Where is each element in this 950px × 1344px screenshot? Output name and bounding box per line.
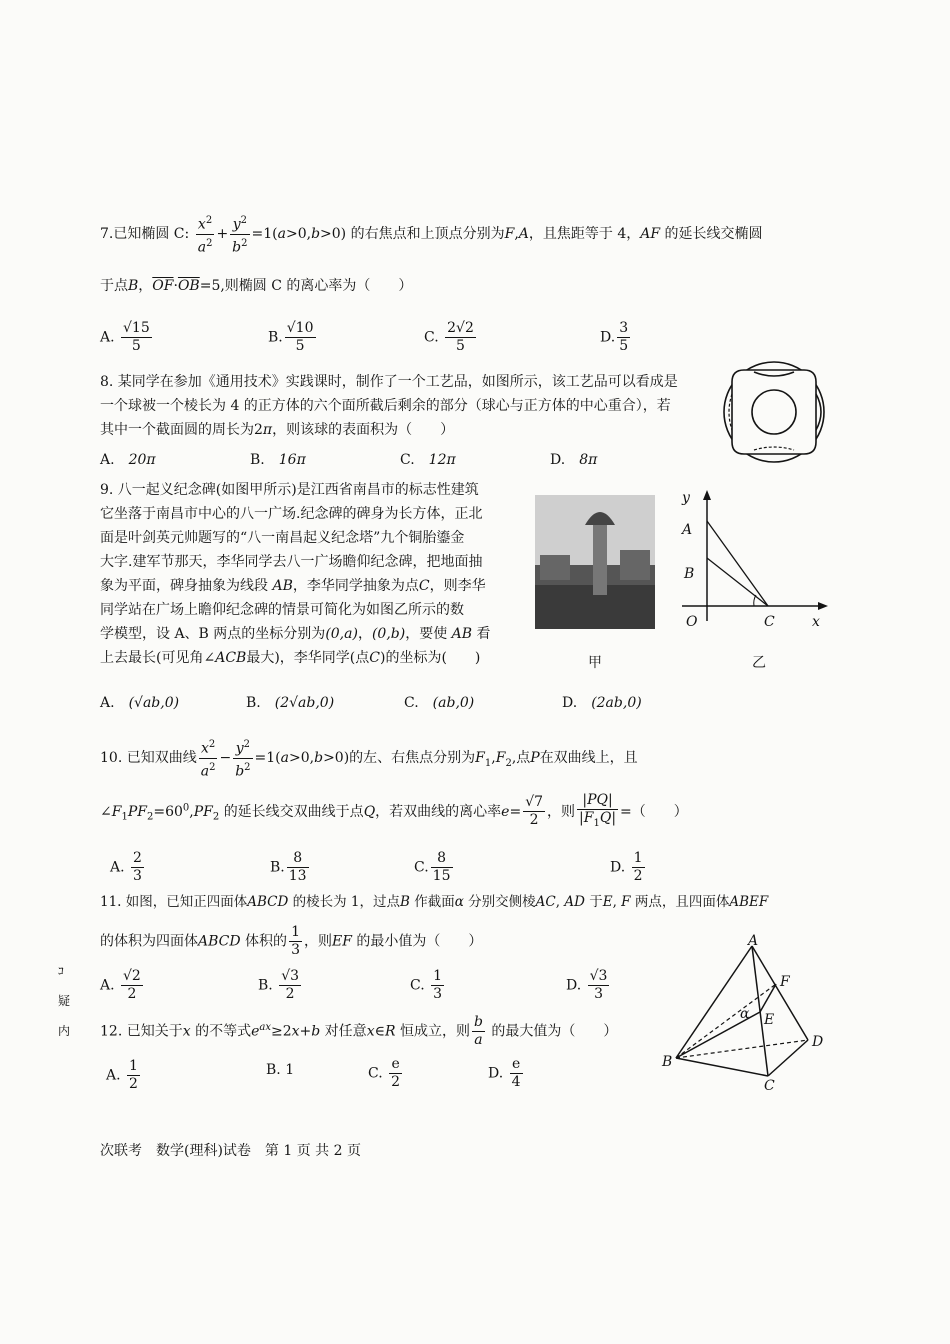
q8-text3a: 其中一个截面圆的周长为 <box>100 422 254 438</box>
q9-label-c: C <box>764 614 775 630</box>
q11-tetrahedron-figure <box>656 934 832 1094</box>
q10-option-d[interactable]: D. $\frac{1}{2}$ <box>610 850 643 884</box>
q9-figure-yi-label: 乙 <box>752 655 766 671</box>
q7-line2a: 于点 <box>100 278 128 294</box>
question-11: 11. 如图，已知正四面体ABCD 的棱长为 1，过点B 作截面α 分别交侧棱AC, AD 于E, F 两点，且四面体ABEF <box>100 894 769 910</box>
q11-label-a: A <box>748 934 759 949</box>
q7-tail2: 的延长线交椭圆 <box>660 226 763 243</box>
q11-label-alpha: α <box>740 1006 750 1022</box>
q9-option-d[interactable]: D. (2ab,0) <box>562 695 642 711</box>
page-footer: 次联考 数学(理科)试卷 第 1 页 共 2 页 <box>100 1143 361 1159</box>
question-10: 10. 已知双曲线 $\frac{x^2}{a^2}$ − $\frac{y^2}{b^2}$ =1(a>0,b>0)的左、右焦点分别为$F_1,F_2$,点P在双曲线上，且 <box>100 736 840 780</box>
q10-option-a[interactable]: A. $\frac{2}{3}$ <box>110 850 142 884</box>
q9-option-a[interactable]: A. (√ab,0) <box>100 695 180 711</box>
question-12: 12. 已知关于x 的不等式$e^{ax}\ge 2x+b$ 对任意x∈R 恒成立，则 $\frac{b}{a}$ 的最大值为（ ） <box>100 1014 618 1048</box>
q9-label-b: B <box>684 566 695 582</box>
margin-mark-1: ｺ <box>58 964 65 978</box>
q9-l6: 同学站在广场上瞻仰纪念碑的情景可简化为如图乙所示的数 <box>100 602 464 618</box>
question-8: 8. 某同学在参加《通用技术》实践课时，制作了一个工艺品，如图所示，该工艺品可以看成是 一个球被一个棱长为 4 的正方体的六个面所截后剩余的部分（球心与正方体的中心重合），若 其中一个截面圆的周长为2π，则该球的表面积为（ ） <box>100 370 720 442</box>
q9-option-c[interactable]: C. (ab,0) <box>404 695 475 711</box>
q11-option-a[interactable]: A. $\frac{√2}{2}$ <box>100 968 141 1002</box>
q7-frac-x: $\frac{x^2}{a^2}$ <box>196 212 215 256</box>
q7-tail: ，且焦距等于 4， <box>528 226 641 243</box>
q11-label-d: D <box>812 1034 824 1050</box>
q10-option-c[interactable]: C. $\frac{8}{15}$ <box>414 850 451 884</box>
question-7: 7.已知椭圆 C: $\frac{x^2}{a^2}$ + $\frac{y^2}{b^2}$ =1(a>0,b>0) 的右焦点和上顶点分别为F,A，且焦距等于 4，AF 的延长线交椭圆 <box>100 212 820 256</box>
q11-option-b[interactable]: B. $\frac{√3}{2}$ <box>258 968 300 1002</box>
q9-l1: 9. 八一起义纪念碑(如图甲所示)是江西省南昌市的标志性建筑 <box>100 482 479 498</box>
q10-lead: 10. 已知双曲线 <box>100 750 197 767</box>
q8-sphere-cube-figure <box>718 360 830 464</box>
q12-option-b[interactable]: B. 1 <box>266 1062 295 1078</box>
question-10-line2: $\angle F_1PF_2=60^0,PF_2$ 的延长线交双曲线于点Q，若双曲线的离心率e= $\frac{√7}{2}$ ，则 $\frac{|PQ|}{|F_1Q|}$ =（ ） <box>100 792 688 829</box>
q11-label-f: F <box>780 974 790 990</box>
q11-option-d[interactable]: D. $\frac{√3}{3}$ <box>566 968 608 1002</box>
q9-figure-jia-label: 甲 <box>588 655 602 671</box>
margin-mark-3: 内 <box>58 1024 71 1038</box>
q9-l2: 它坐落于南昌市中心的八一广场.纪念碑的碑身为长方体，正北 <box>100 506 483 522</box>
q8-option-c[interactable]: C. 12π <box>400 452 456 468</box>
margin-mark-2: 疑 <box>58 994 71 1008</box>
q11-label-c: C <box>764 1078 775 1094</box>
question-11-line2: 的体积为四面体ABCD 体积的 $\frac{1}{3}$ ，则EF 的最小值为（ ） <box>100 924 483 958</box>
q9-l3: 面是叶剑英元帅题写的“八一南昌起义纪念塔”九个铜胎鎏金 <box>100 530 465 546</box>
q7-line2b: ,则椭圆 C 的离心率为（ ） <box>220 278 413 294</box>
q11-label-b: B <box>662 1054 673 1070</box>
q7-option-a[interactable]: A. $\frac{√15}{5}$ <box>100 320 150 354</box>
q12-option-c[interactable]: C. $\frac{e}{2}$ <box>368 1056 401 1090</box>
q7-option-d[interactable]: D. $\frac{3}{5}$ <box>600 320 629 354</box>
q9-label-a: A <box>682 522 693 538</box>
q11-option-c[interactable]: C. $\frac{1}{3}$ <box>410 968 443 1002</box>
q7-lead: 7.已知椭圆 C: <box>100 226 190 243</box>
q9-monument-photo <box>535 495 655 629</box>
q8-text1: 8. 某同学在参加《通用技术》实践课时，制作了一个工艺品，如图所示，该工艺品可以看成是 <box>100 374 678 390</box>
question-9: 9. 八一起义纪念碑(如图甲所示)是江西省南昌市的标志性建筑 它坐落于南昌市中心的八一广场.纪念碑的碑身为长方体，正北 面是叶剑英元帅题写的“八一南昌起义纪念塔”九个铜胎鎏金 大字.建军节那天，李华同学去八一广场瞻仰纪念碑，把地面抽 象为平面，碑身抽象为线段 AB，李华同学抽象为点C，则李华 同学站在广场上瞻仰纪念碑的情景可简化为如图乙所示的数 学模型，设 A、B 两点的坐标分别为(0,a)，(0,b)，要使 AB 看 上去最长(可见角∠ACB最大)，李华同学(点C)的坐标为( ) <box>100 478 520 670</box>
q9-label-y: y <box>682 490 690 506</box>
q7-mid: 的右焦点和上顶点分别为 <box>346 226 505 243</box>
q7-frac-y: $\frac{y^2}{b^2}$ <box>230 212 249 256</box>
q9-l4: 大字.建军节那天，李华同学去八一广场瞻仰纪念碑，把地面抽 <box>100 554 483 570</box>
q11-label-e: E <box>764 1012 775 1028</box>
q8-text2: 一个球被一个棱长为 4 的正方体的六个面所截后剩余的部分（球心与正方体的中心重合），若 <box>100 398 671 414</box>
q8-option-a[interactable]: A. 20π <box>100 452 156 468</box>
q8-option-d[interactable]: D. 8π <box>550 452 598 468</box>
question-7-line2: 于点B，$\overline{OF}\cdot\overline{OB}=5$,则椭圆 C 的离心率为（ ） <box>100 278 413 294</box>
q8-option-b[interactable]: B. 16π <box>250 452 306 468</box>
q9-label-x: x <box>812 614 820 630</box>
q7-option-c[interactable]: C. $\frac{2√2}{5}$ <box>424 320 474 354</box>
q12-option-a[interactable]: A. $\frac{1}{2}$ <box>106 1058 138 1092</box>
q9-label-o: O <box>686 614 698 630</box>
q7-option-b[interactable]: B. $\frac{√10}{5}$ <box>268 320 314 354</box>
q9-option-b[interactable]: B. (2√ab,0) <box>246 695 335 711</box>
q12-option-d[interactable]: D. $\frac{e}{4}$ <box>488 1056 521 1090</box>
q10-option-b[interactable]: B. $\frac{8}{13}$ <box>270 850 307 884</box>
q9-coordinate-diagram <box>672 486 830 632</box>
q8-text3b: ，则该球的表面积为（ ） <box>272 422 455 438</box>
